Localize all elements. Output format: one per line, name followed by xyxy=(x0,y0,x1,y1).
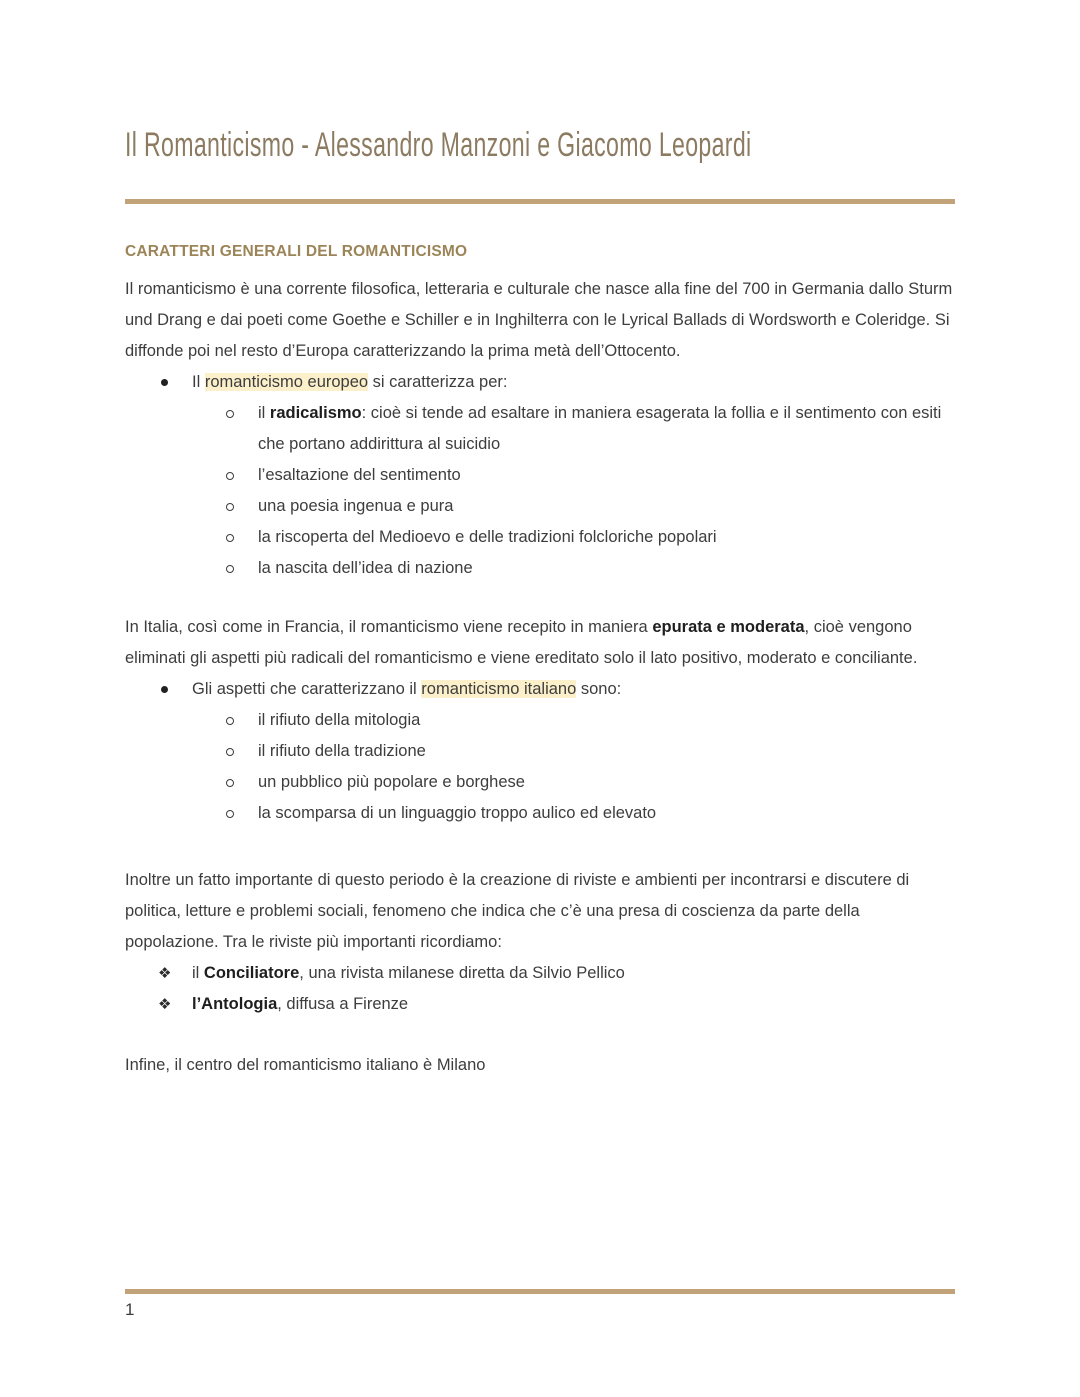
document-title-text: Il Romanticismo - Alessandro Manzoni e Giacomo Leopardi xyxy=(125,126,752,164)
disc-bullet-icon xyxy=(161,686,168,693)
page-number: 1 xyxy=(125,1300,135,1319)
circle-bullet-icon xyxy=(226,565,234,573)
list-item xyxy=(125,491,955,522)
diamond-bullet-icon: ❖ xyxy=(158,965,172,982)
page-footer xyxy=(125,1289,955,1321)
list-item-text: la scomparsa di un linguaggio troppo aulico ed elevato xyxy=(258,804,657,822)
circle-bullet-icon xyxy=(226,779,234,787)
diamond-list-riviste xyxy=(125,958,955,1020)
list-item xyxy=(125,736,955,767)
list-item-text: Gli aspetti che caratterizzano il romanticismo italiano sono: xyxy=(192,680,622,698)
list-item-text: la riscoperta del Medioevo e delle tradizioni folcloriche popolari xyxy=(258,528,717,546)
list-item-text: il radicalismo: cioè si tende ad esaltare in maniera esagerata la follia e il sentimento con esiti che portano addirittura al suicidio xyxy=(258,404,942,453)
circle-bullet-icon xyxy=(226,717,234,725)
list-item xyxy=(125,522,955,553)
list-item xyxy=(125,674,955,705)
list-item-text: l’esaltazione del sentimento xyxy=(258,466,461,484)
bullet-list-italiano xyxy=(125,674,955,829)
circle-bullet-icon xyxy=(226,410,234,418)
document-title xyxy=(125,0,955,169)
list-item xyxy=(125,989,955,1020)
list-item-text: un pubblico più popolare e borghese xyxy=(258,773,525,791)
circle-bullet-icon xyxy=(226,503,234,511)
disc-bullet-icon xyxy=(161,379,168,386)
circle-bullet-icon xyxy=(226,748,234,756)
paragraph-intro: Il romanticismo è una corrente filosofica, letteraria e culturale che nasce alla fine del 700 in Germania dallo Sturm und Drang e dai poeti come Goethe e Schiller e in Inghilterra con le Lyrical Ballads di Wordsworth e Coleridge. Si diffonde poi nel resto d’Europa caratterizzando la prima metà dell’Ottocento. xyxy=(125,280,953,360)
list-item-text: il rifiuto della tradizione xyxy=(258,742,426,760)
list-item xyxy=(125,705,955,736)
list-item xyxy=(125,767,955,798)
bullet-list-europeo xyxy=(125,367,955,584)
list-item xyxy=(125,958,955,989)
paragraph-riviste: Inoltre un fatto importante di questo periodo è la creazione di riviste e ambienti per incontrarsi e discutere di politica, letture e problemi sociali, fenomeno che indica che c’è una presa di coscienza da parte della popolazione. Tra le riviste più importanti ricordiamo: xyxy=(125,871,910,951)
list-item xyxy=(125,460,955,491)
diamond-bullet-icon: ❖ xyxy=(158,996,172,1013)
list-item xyxy=(125,798,955,829)
paragraph-italia: In Italia, così come in Francia, il romanticismo viene recepito in maniera epurata e moderata, cioè vengono eliminati gli aspetti più radicali del romanticismo e viene ereditato solo il lato positivo, moderato e conciliante. xyxy=(125,618,918,667)
list-item-text: una poesia ingenua e pura xyxy=(258,497,454,515)
list-item-text: il rifiuto della mitologia xyxy=(258,711,421,729)
list-item-text: l’Antologia, diffusa a Firenze xyxy=(192,995,409,1013)
footer-divider xyxy=(125,1289,955,1294)
circle-bullet-icon xyxy=(226,534,234,542)
circle-bullet-icon xyxy=(226,810,234,818)
circle-bullet-icon xyxy=(226,472,234,480)
list-item-text: la nascita dell’idea di nazione xyxy=(258,559,473,577)
paragraph-finale: Infine, il centro del romanticismo italiano è Milano xyxy=(125,1056,486,1074)
list-item xyxy=(125,398,955,460)
list-item-text: il Conciliatore, una rivista milanese diretta da Silvio Pellico xyxy=(192,964,625,982)
list-item xyxy=(125,553,955,584)
list-item xyxy=(125,367,955,398)
section-heading: CARATTERI GENERALI DEL ROMANTICISMO xyxy=(125,243,468,260)
list-item-text: Il romanticismo europeo si caratterizza per: xyxy=(192,373,508,391)
title-divider xyxy=(125,199,955,204)
